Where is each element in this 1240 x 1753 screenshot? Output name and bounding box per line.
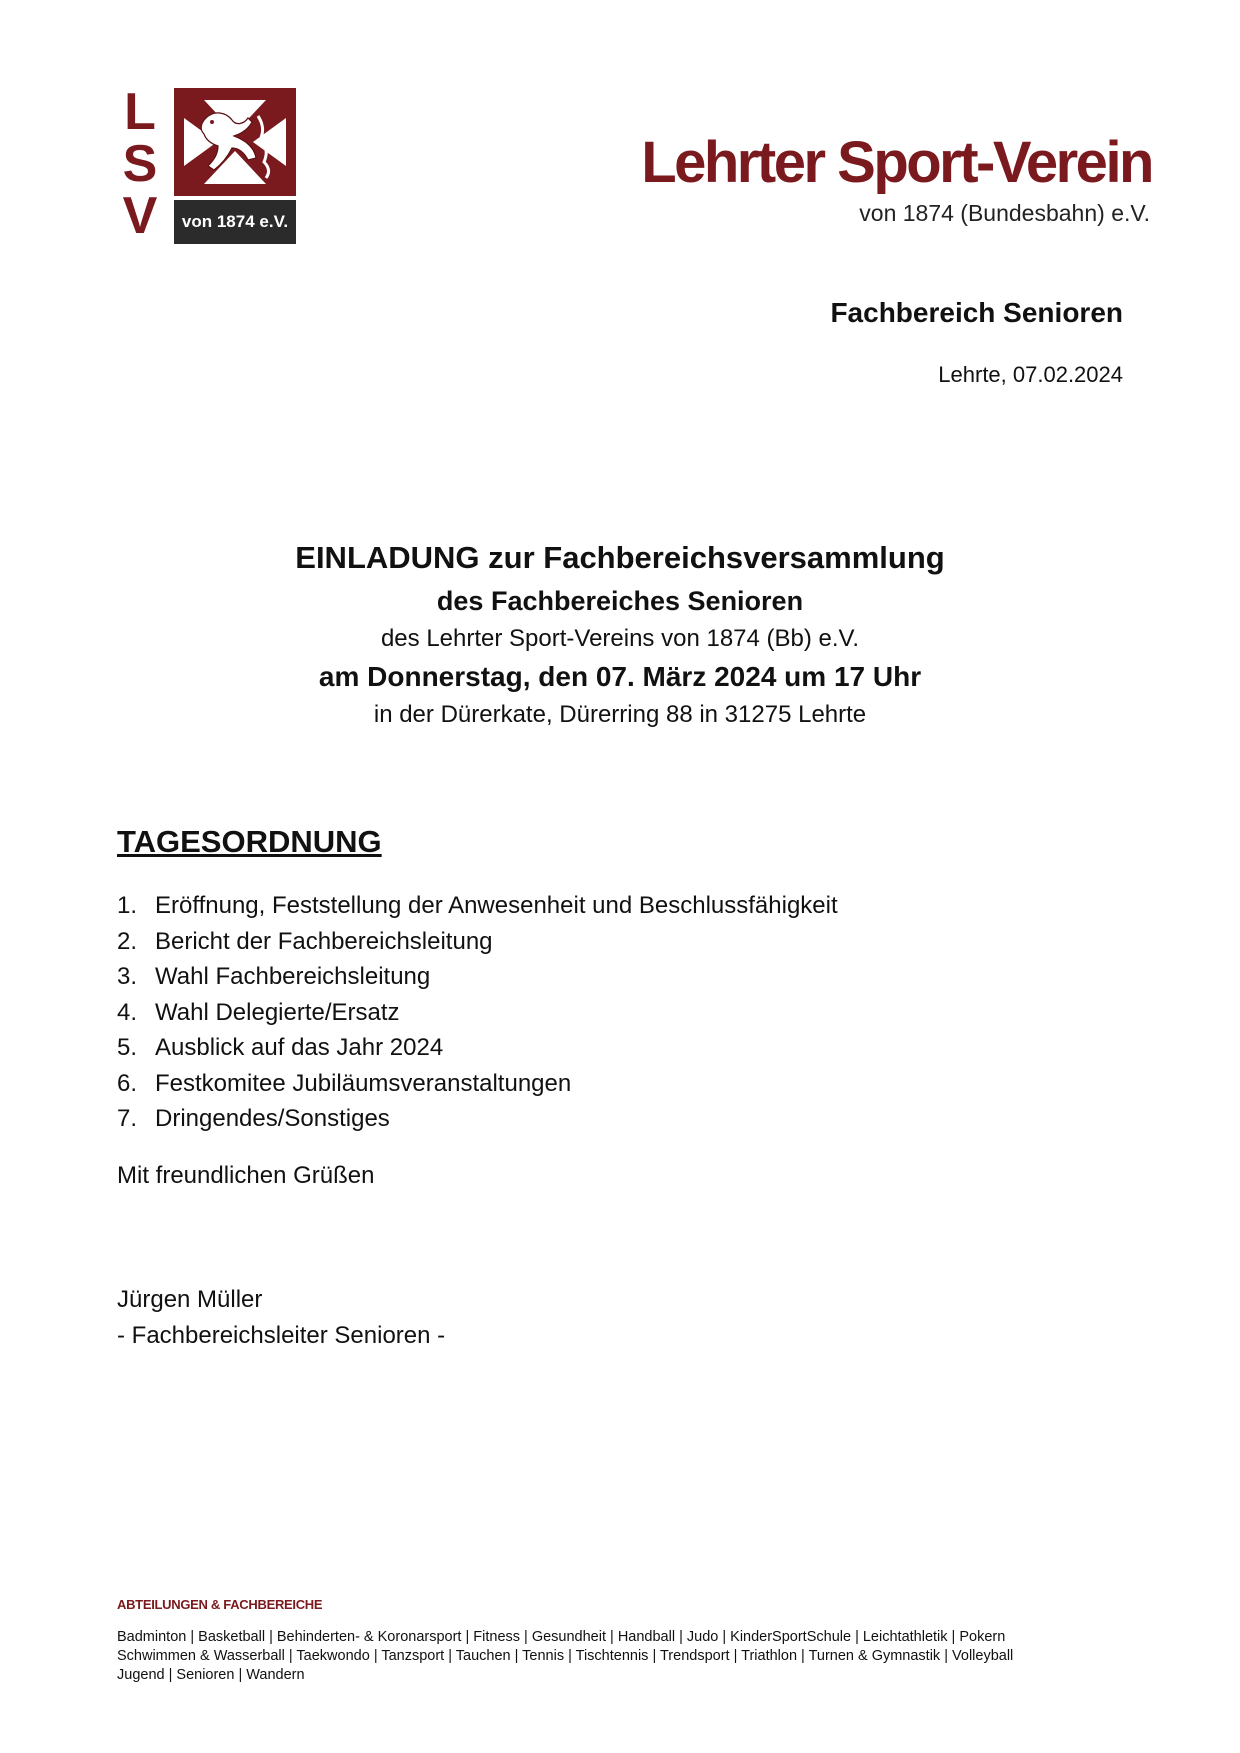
logo-since-label: von 1874 e.V. bbox=[174, 200, 296, 244]
club-name: Lehrter Sport-Verein bbox=[641, 130, 1152, 195]
agenda-item-text: Wahl Delegierte/Ersatz bbox=[155, 998, 400, 1026]
agenda-item bbox=[117, 995, 838, 1031]
agenda-item-text: Dringendes/Sonstiges bbox=[155, 1105, 390, 1132]
logo-letter-l: L bbox=[124, 83, 156, 141]
agenda-item-number: 3. bbox=[117, 963, 138, 990]
invitation-title: EINLADUNG zur Fachbereichsversammlung bbox=[295, 540, 945, 575]
signer-name: Jürgen Müller bbox=[117, 1286, 263, 1313]
agenda-item-number: 7. bbox=[117, 1105, 138, 1132]
invitation-datetime: am Donnerstag, den 07. März 2024 um 17 Uhr bbox=[318, 661, 922, 692]
club-subtitle: von 1874 (Bundesbahn) e.V. bbox=[859, 200, 1150, 226]
footer-departments bbox=[117, 1628, 1137, 1685]
agenda-item-number: 5. bbox=[117, 1034, 138, 1061]
agenda-item bbox=[117, 924, 838, 960]
logo-letter-s: S bbox=[122, 135, 158, 193]
agenda-item-text: Ausblick auf das Jahr 2024 bbox=[155, 1034, 444, 1061]
footer-line: Schwimmen & Wasserball | Taekwondo | Tanzsport | Tauchen | Tennis | Tischtennis | Trendsport | Triathlon | Turnen & Gymnastik | Volleyball bbox=[117, 1648, 1014, 1664]
footer-line: Jugend | Senioren | Wandern bbox=[117, 1667, 305, 1683]
agenda-item-text: Festkomitee Jubiläumsveranstaltungen bbox=[155, 1069, 572, 1097]
agenda-item bbox=[117, 959, 838, 995]
agenda-item-number: 1. bbox=[117, 892, 138, 919]
invitation-location: in der Dürerkate, Dürerring 88 in 31275 Lehrte bbox=[373, 701, 867, 728]
agenda-item-number: 4. bbox=[117, 998, 138, 1026]
agenda-item bbox=[117, 1030, 838, 1066]
logo-letter-v: V bbox=[122, 187, 158, 245]
footer-line: Badminton | Basketball | Behinderten- & Koronarsport | Fitness | Gesundheit | Handball | Judo | KinderSportSchule | Leichtathletik | Pokern bbox=[117, 1629, 1006, 1645]
letter-date: Lehrte, 07.02.2024 bbox=[938, 362, 1123, 387]
agenda-heading: TAGESORDNUNG bbox=[117, 824, 382, 859]
invitation-block bbox=[0, 535, 1240, 733]
invitation-subtitle: des Fachbereiches Senioren bbox=[436, 586, 804, 616]
club-logo bbox=[119, 83, 296, 245]
signer-role: - Fachbereichsleiter Senioren - bbox=[117, 1322, 446, 1349]
lion-crest-icon bbox=[174, 88, 296, 196]
agenda-item bbox=[117, 1066, 838, 1102]
signature-block bbox=[117, 1282, 445, 1354]
agenda-item-number: 6. bbox=[117, 1069, 138, 1097]
agenda-item-text: Bericht der Fachbereichsleitung bbox=[155, 927, 493, 955]
department-label: Fachbereich Senioren bbox=[830, 297, 1123, 328]
invitation-club-line: des Lehrter Sport-Vereins von 1874 (Bb) e.V. bbox=[380, 625, 860, 652]
footer-title: ABTEILUNGEN & FACHBEREICHE bbox=[117, 1597, 323, 1612]
agenda-list bbox=[117, 888, 838, 1137]
agenda-item-number: 2. bbox=[117, 927, 138, 955]
agenda-item bbox=[117, 888, 838, 924]
agenda-item bbox=[117, 1101, 838, 1137]
agenda-item-text: Eröffnung, Feststellung der Anwesenheit und Beschlussfähigkeit bbox=[155, 892, 838, 919]
closing-greeting: Mit freundlichen Grüßen bbox=[117, 1162, 375, 1189]
agenda-item-text: Wahl Fachbereichsleitung bbox=[155, 963, 431, 990]
